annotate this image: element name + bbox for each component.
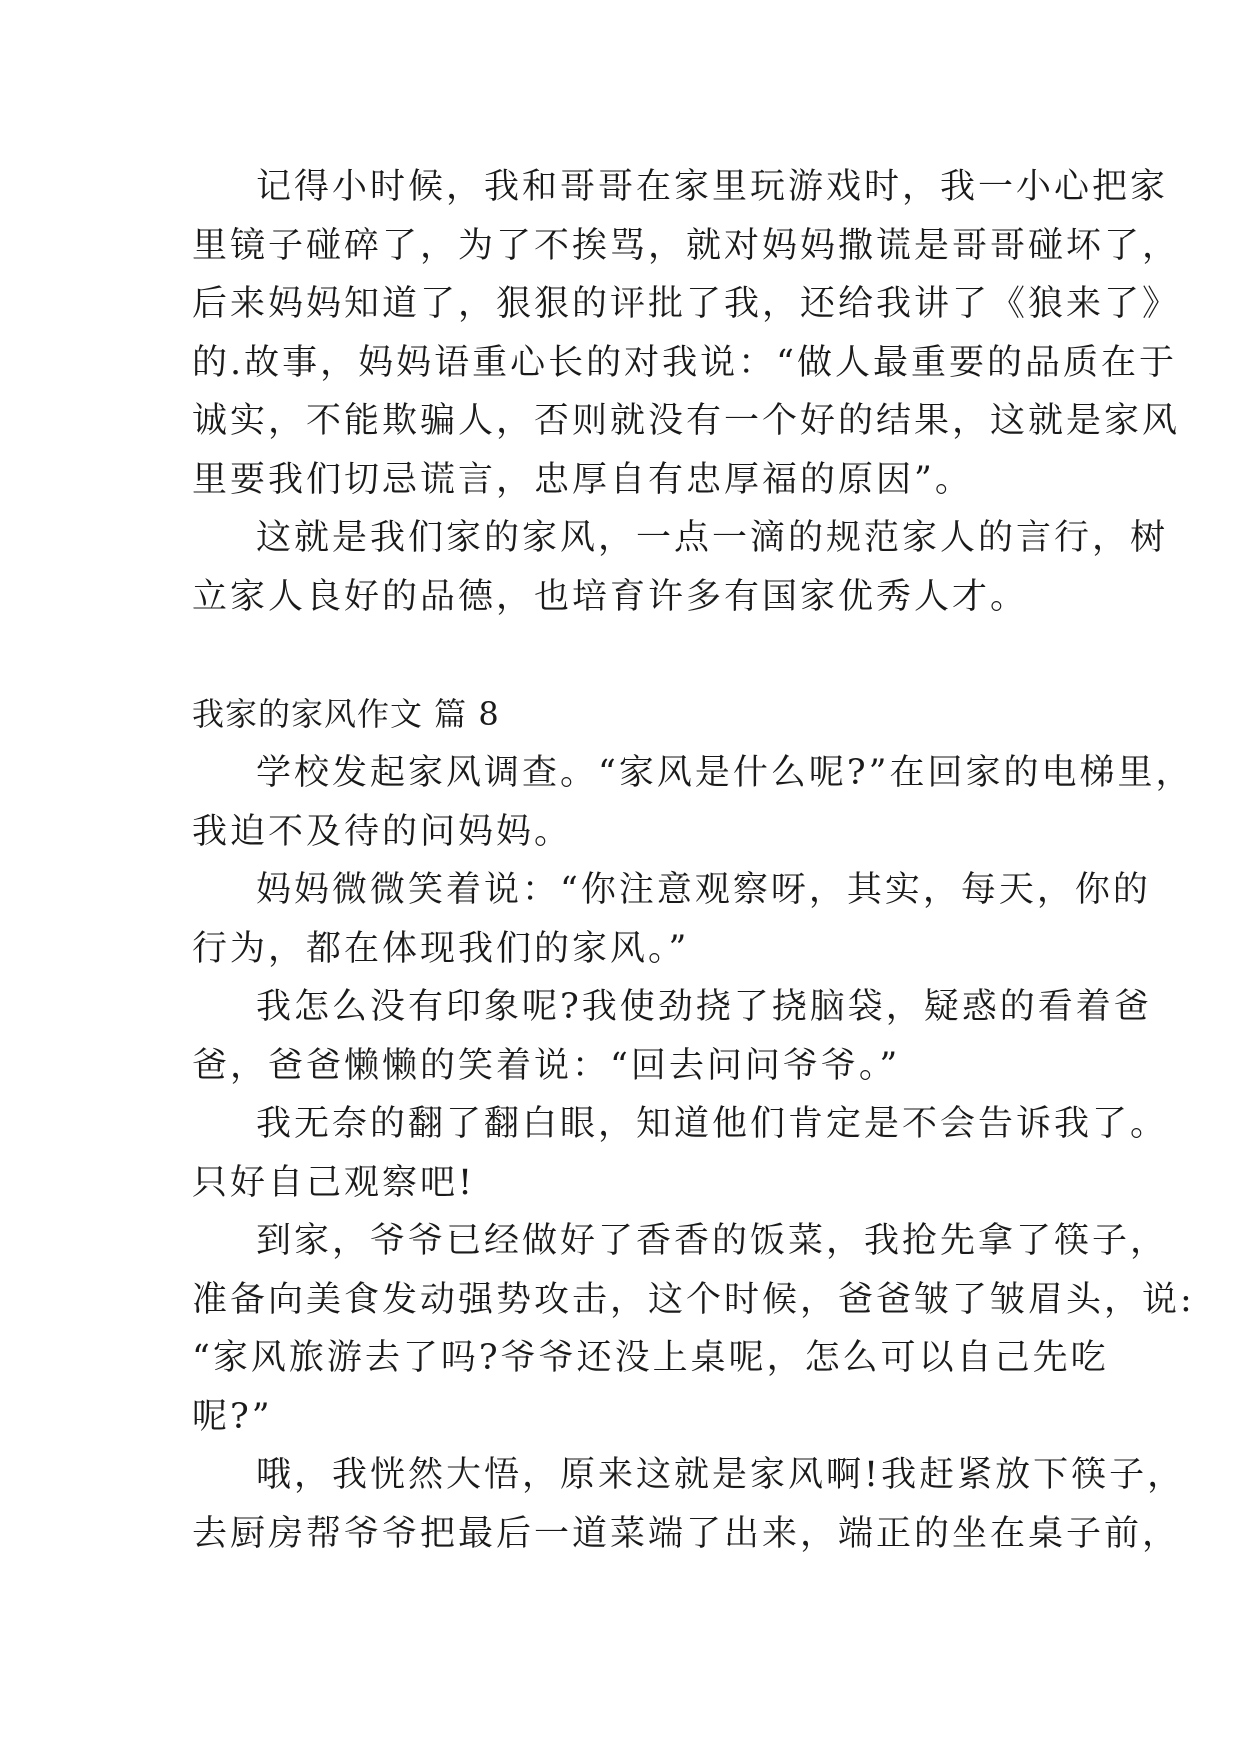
text-line: 这就是我们家的家风，一点一滴的规范家人的言行，树 [256,518,1169,558]
paragraph [192,158,1181,509]
text-line: 记得小时候，我和哥哥在家里玩游戏时，我一小心把家 [256,167,1169,207]
text-line: 行为，都在体现我们的家风。” [192,928,690,969]
text-line: 到家，爷爷已经做好了香香的饭菜，我抢先拿了筷子， [256,1221,1169,1261]
paragraph [192,509,1169,626]
text-line: 准备向美食发动强势攻击，这个时候，爸爸皱了皱眉头，说: [192,1279,1195,1320]
text-line: 后来妈妈知道了，狠狠的评批了我，还给我讲了《狼来了》 [192,284,1181,324]
text-line: 诚实，不能欺骗人，否则就没有一个好的结果，这就是家风 [192,401,1181,441]
paragraph [192,744,1194,861]
text-line: 只好自己观察吧! [192,1162,476,1203]
paragraph [192,861,1151,978]
text-line: 爸，爸爸懒懒的笑着说：“回去问问爷爷。” [192,1045,901,1086]
text-line: 我怎么没有印象呢?我使劲挠了挠脑袋，疑惑的看着爸 [256,987,1152,1027]
text-line: “家风旅游去了吗?爷爷还没上桌呢，怎么可以自己先吃 [192,1338,1109,1378]
section-gap [192,626,1072,684]
paragraph [192,978,1152,1095]
paragraph [192,1212,1195,1446]
text-line: 学校发起家风调查。“家风是什么呢?”在回家的电梯里， [256,753,1194,793]
text-line: 我无奈的翻了翻白眼，知道他们肯定是不会告诉我了。 [256,1104,1169,1144]
paragraph [192,1095,1169,1212]
text-line: 去厨房帮爷爷把最后一道菜端了出来，端正的坐在桌子前， [192,1513,1181,1554]
text-line: 我迫不及待的问妈妈。 [192,811,573,852]
document-page [192,158,1195,1563]
text-line: 立家人良好的品德，也培育许多有国家优秀人才。 [192,576,1029,617]
text-line: 里镜子碰碎了，为了不挨骂，就对妈妈撒谎是哥哥碰坏了， [192,225,1181,266]
text-line: 妈妈微微笑着说：“你注意观察呀，其实，每天，你的 [256,870,1151,910]
text-line: 呢?” [192,1396,273,1437]
text-line: 里要我们切忌谎言，忠厚自有忠厚福的原因”。 [192,459,973,500]
text-line: 的.故事，妈妈语重心长的对我说：“做人最重要的品质在于 [192,342,1178,383]
paragraph [192,1446,1186,1563]
text-line: 哦，我恍然大悟，原来这就是家风啊!我赶紧放下筷子， [256,1455,1186,1495]
section-heading: 我家的家风作文 篇 8 [192,695,500,733]
